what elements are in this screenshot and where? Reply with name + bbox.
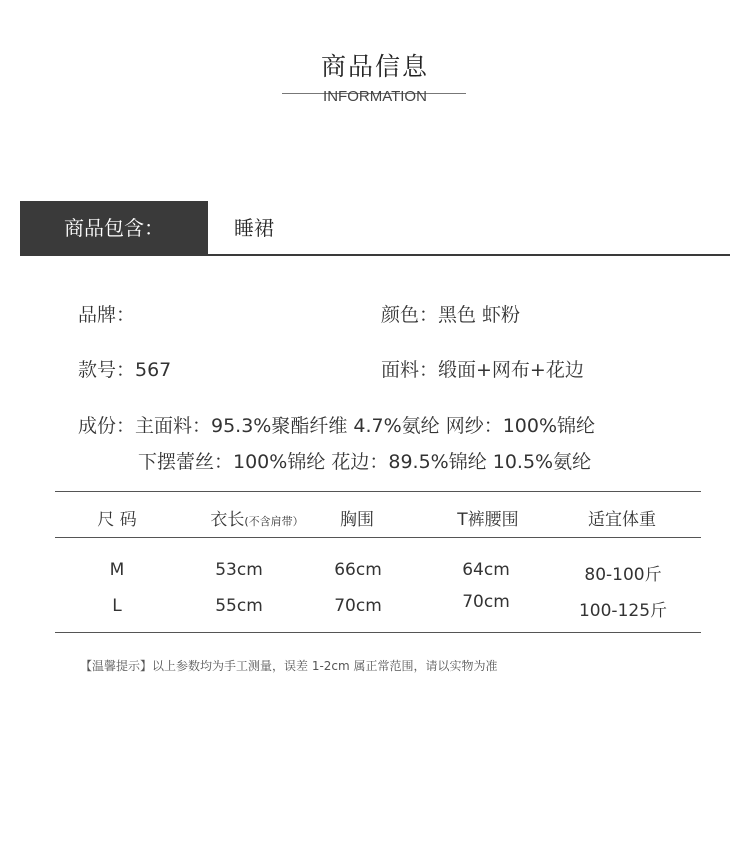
section-subtitle: INFORMATION bbox=[323, 88, 427, 105]
cell-waist: 70cm bbox=[462, 592, 510, 612]
table-bottom-rule bbox=[55, 632, 701, 633]
cell-length: 55cm bbox=[215, 596, 263, 616]
package-label: 商品包含： bbox=[64, 216, 164, 240]
header-waist: T裤腰围 bbox=[457, 510, 519, 530]
measurement-note: 【温馨提示】以上参数均为手工测量，误差 1-2cm 属正常范围，请以实物为准 bbox=[80, 659, 498, 673]
color-text: 颜色：黑色 虾粉 bbox=[381, 304, 521, 326]
header-length bbox=[193, 505, 321, 530]
cell-size: M bbox=[109, 560, 125, 580]
cell-bust: 66cm bbox=[334, 560, 382, 580]
cell-length: 53cm bbox=[215, 560, 263, 580]
package-underline bbox=[208, 254, 730, 256]
brand-text: 品牌： bbox=[78, 304, 136, 326]
header-weight: 适宜体重 bbox=[588, 510, 656, 530]
section-title: 商品信息 bbox=[320, 52, 429, 81]
cell-size: L bbox=[112, 596, 122, 616]
header-length-label: 衣长 bbox=[210, 510, 245, 530]
model-text: 款号：567 bbox=[78, 359, 172, 381]
cell-weight: 100-125斤 bbox=[578, 601, 668, 621]
package-band bbox=[20, 201, 730, 256]
composition-line-1: 成份：主面料：95.3%聚酯纤维 4.7%氨纶 网纱：100%锦纶 bbox=[78, 415, 596, 437]
cell-bust: 70cm bbox=[334, 596, 382, 616]
fabric-text: 面料：缎面+网布+花边 bbox=[381, 359, 584, 381]
header-bust: 胸围 bbox=[340, 510, 374, 530]
table-header-rule bbox=[55, 537, 701, 538]
header-length-note: (不含肩带） bbox=[244, 515, 304, 528]
table-top-rule bbox=[55, 491, 701, 492]
package-value: 睡裙 bbox=[234, 216, 274, 240]
cell-weight: 80-100斤 bbox=[584, 565, 662, 585]
composition-line-2: 下摆蕾丝：100%锦纶 花边：89.5%锦纶 10.5%氨纶 bbox=[138, 451, 592, 473]
header-size: 尺 码 bbox=[97, 510, 137, 530]
cell-waist: 64cm bbox=[462, 560, 510, 580]
